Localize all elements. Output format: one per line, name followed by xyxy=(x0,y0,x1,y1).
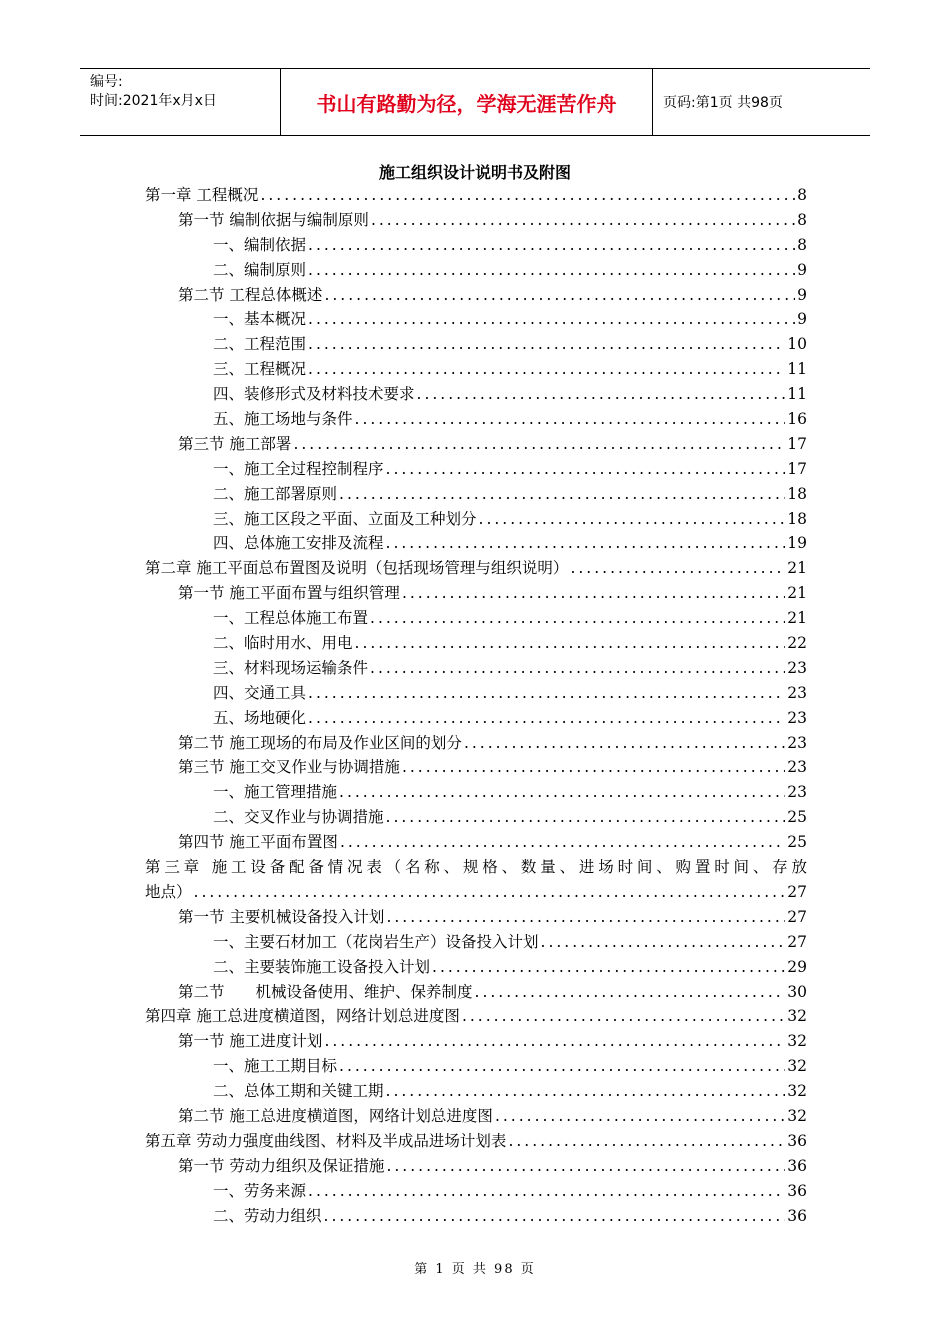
toc-page-number: 36 xyxy=(787,1131,807,1150)
toc-entry-title: 四、装修形式及材料技术要求 xyxy=(213,385,415,404)
toc-entry[interactable] xyxy=(145,407,807,432)
toc-entry[interactable] xyxy=(145,930,807,955)
toc-entry-title: 第二节 机械设备使用、维护、保养制度 xyxy=(178,982,473,1001)
toc-dot-leader xyxy=(308,681,785,706)
toc-page-number: 36 xyxy=(787,1206,807,1225)
toc-entry-title: 地点） xyxy=(145,882,192,901)
toc-entry-title: 四、总体施工安排及流程 xyxy=(213,534,384,553)
toc-entry[interactable] xyxy=(145,830,807,855)
toc-dot-leader xyxy=(495,1104,785,1129)
toc-dot-leader xyxy=(355,631,786,656)
toc-dot-leader xyxy=(308,357,785,382)
toc-dot-leader xyxy=(370,656,785,681)
toc-entry[interactable] xyxy=(145,432,807,457)
toc-entry-title: 第一节 编制依据与编制原则 xyxy=(178,210,369,229)
toc-page-number: 22 xyxy=(787,634,807,653)
toc-page-number: 23 xyxy=(787,783,807,802)
toc-dot-leader xyxy=(479,507,786,532)
toc-entry-title: 一、工程总体施工布置 xyxy=(213,609,369,628)
toc-entry[interactable] xyxy=(145,382,807,407)
toc-page-number: 27 xyxy=(787,882,807,901)
toc-page-number: 25 xyxy=(787,833,807,852)
toc-entry[interactable] xyxy=(145,731,807,756)
toc-dot-leader xyxy=(324,1204,786,1229)
toc-entry-title: 二、临时用水、用电 xyxy=(213,634,353,653)
toc-dot-leader xyxy=(541,930,786,955)
header-motto: 书山有路勤为径，学海无涯苦作舟 xyxy=(281,69,653,135)
toc-page-number: 17 xyxy=(787,434,807,453)
toc-entry-title: 三、工程概况 xyxy=(213,360,307,379)
toc-entry[interactable] xyxy=(145,233,807,258)
toc-entry-title: 二、总体工期和关键工期 xyxy=(213,1082,384,1101)
toc-entry[interactable] xyxy=(145,955,807,980)
toc-dot-leader xyxy=(386,905,785,930)
toc-entry[interactable] xyxy=(145,307,807,332)
toc-entry-title: 五、场地硬化 xyxy=(213,708,307,727)
toc-entry[interactable] xyxy=(145,581,807,606)
toc-entry[interactable] xyxy=(145,1154,807,1179)
toc-entry[interactable] xyxy=(145,905,807,930)
toc-entry[interactable] xyxy=(145,1179,807,1204)
toc-page-number: 36 xyxy=(787,1181,807,1200)
toc-entry-title: 第一章 工程概况 xyxy=(145,186,259,204)
toc-entry[interactable] xyxy=(145,780,807,805)
toc-entry[interactable] xyxy=(145,656,807,681)
toc-dot-leader xyxy=(308,706,785,731)
toc-page-number: 11 xyxy=(787,385,807,404)
toc-entry-title: 一、编制依据 xyxy=(213,235,307,254)
toc-entry[interactable] xyxy=(145,805,807,830)
toc-entry-title: 第四节 施工平面布置图 xyxy=(178,833,338,852)
toc-entry[interactable] xyxy=(145,1054,807,1079)
toc-page-number: 21 xyxy=(787,609,807,628)
toc-page-number: 27 xyxy=(787,932,807,951)
toc-entry[interactable] xyxy=(145,208,807,233)
toc-dot-leader xyxy=(386,805,786,830)
toc-entry-title: 一、施工全过程控制程序 xyxy=(213,459,384,478)
toc-entry[interactable] xyxy=(145,531,807,556)
toc-page-number: 18 xyxy=(787,484,807,503)
toc-dot-leader xyxy=(308,332,785,357)
toc-dot-leader xyxy=(339,482,785,507)
toc-dot-leader xyxy=(462,1004,785,1029)
toc-entry-title: 一、施工工期目标 xyxy=(213,1057,338,1076)
toc-page-number: 27 xyxy=(787,907,807,926)
toc-page-number: 32 xyxy=(787,1007,807,1026)
toc-entry[interactable] xyxy=(145,1204,807,1229)
toc-dot-leader xyxy=(402,581,785,606)
toc-entry[interactable] xyxy=(145,332,807,357)
toc-entry-title: 二、施工部署原则 xyxy=(213,484,338,503)
toc-entry-title: 二、编制原则 xyxy=(213,260,307,279)
toc-dot-leader xyxy=(324,283,795,308)
toc-page-number: 25 xyxy=(787,808,807,827)
toc-entry[interactable] xyxy=(145,1079,807,1104)
toc-entry-title: 三、施工区段之平面、立面及工种划分 xyxy=(213,509,477,528)
toc-entry[interactable] xyxy=(145,1129,807,1154)
toc-page-number: 18 xyxy=(787,509,807,528)
toc-entry-title: 第二节 施工现场的布局及作业区间的划分 xyxy=(178,733,462,752)
toc-entry-title: 五、施工场地与条件 xyxy=(213,410,353,429)
header-meta xyxy=(80,69,281,135)
toc-dot-leader xyxy=(339,780,785,805)
toc-page-number: 23 xyxy=(787,758,807,777)
toc-dot-leader xyxy=(308,1179,785,1204)
toc-dot-leader xyxy=(570,556,785,581)
table-of-contents xyxy=(145,183,807,1228)
toc-entry[interactable] xyxy=(145,482,807,507)
toc-dot-leader xyxy=(370,606,785,631)
toc-dot-leader xyxy=(475,980,786,1005)
toc-entry-title: 第三节 施工交叉作业与协调措施 xyxy=(178,758,400,777)
toc-entry-title: 二、主要装饰施工设备投入计划 xyxy=(213,957,431,976)
toc-entry[interactable] xyxy=(145,507,807,532)
toc-page-number: 9 xyxy=(797,260,807,279)
toc-entry[interactable] xyxy=(145,631,807,656)
toc-entry-title: 一、基本概况 xyxy=(213,310,307,329)
toc-entry[interactable] xyxy=(145,1104,807,1129)
toc-entry-title: 一、施工管理措施 xyxy=(213,783,338,802)
toc-dot-leader xyxy=(293,432,785,457)
toc-dot-leader xyxy=(432,955,785,980)
toc-entry[interactable] xyxy=(145,283,807,308)
toc-page-number: 9 xyxy=(797,285,807,304)
toc-entry[interactable] xyxy=(145,606,807,631)
toc-entry-title: 一、主要石材加工（花岗岩生产）设备投入计划 xyxy=(213,932,539,951)
toc-dot-leader xyxy=(508,1129,785,1154)
toc-dot-leader xyxy=(386,1154,785,1179)
toc-dot-leader xyxy=(386,531,786,556)
toc-dot-leader xyxy=(194,880,786,905)
toc-page-number: 30 xyxy=(787,982,807,1001)
toc-page-number: 23 xyxy=(787,708,807,727)
document-date: 时间:2021年x月x日 xyxy=(90,93,217,109)
toc-dot-leader xyxy=(324,1029,785,1054)
toc-dot-leader xyxy=(355,407,786,432)
toc-entry-title: 第一节 施工进度计划 xyxy=(178,1032,323,1051)
toc-entry[interactable] xyxy=(145,258,807,283)
toc-page-number: 32 xyxy=(787,1082,807,1101)
toc-entry[interactable] xyxy=(145,706,807,731)
toc-entry-title: 三、材料现场运输条件 xyxy=(213,658,369,677)
toc-entry[interactable] xyxy=(145,1029,807,1054)
toc-dot-leader xyxy=(340,830,785,855)
toc-page-number: 19 xyxy=(787,534,807,553)
toc-dot-leader xyxy=(308,233,795,258)
toc-entry-title: 第二节 施工总进度横道图，网络计划总进度图 xyxy=(178,1106,493,1125)
toc-dot-leader xyxy=(371,208,795,233)
page-header xyxy=(80,68,870,136)
toc-dot-leader xyxy=(402,755,785,780)
toc-page-number: 17 xyxy=(787,459,807,478)
toc-entry[interactable] xyxy=(145,1004,807,1029)
toc-page-number: 8 xyxy=(797,210,807,229)
toc-page-number: 32 xyxy=(787,1106,807,1125)
toc-entry[interactable] xyxy=(145,556,807,581)
toc-page-number: 11 xyxy=(787,360,807,379)
toc-page-number: 9 xyxy=(797,310,807,329)
toc-entry-title: 第二章 施工平面总布置图及说明（包括现场管理与组织说明） xyxy=(145,559,569,578)
toc-entry-title: 二、劳动力组织 xyxy=(213,1206,322,1225)
toc-dot-leader xyxy=(417,382,786,407)
header-page-info: 页码:第1页 共98页 xyxy=(663,95,783,111)
toc-dot-leader xyxy=(308,307,795,332)
document-number-label: 编号: xyxy=(90,74,123,90)
toc-entry[interactable] xyxy=(145,457,807,482)
toc-entry-title: 第五章 劳动力强度曲线图、材料及半成品进场计划表 xyxy=(145,1131,507,1150)
toc-page-number: 29 xyxy=(787,957,807,976)
toc-dot-leader xyxy=(339,1054,785,1079)
toc-page-number: 36 xyxy=(787,1156,807,1175)
toc-entry-title: 一、劳务来源 xyxy=(213,1181,307,1200)
toc-page-number: 8 xyxy=(797,235,807,254)
document-title: 施工组织设计说明书及附图 xyxy=(378,163,571,182)
toc-page-number: 8 xyxy=(797,186,807,204)
toc-page-number: 23 xyxy=(787,683,807,702)
toc-entry[interactable] xyxy=(145,755,807,780)
toc-entry-title: 第一节 劳动力组织及保证措施 xyxy=(178,1156,385,1175)
toc-entry-title: 第二节 工程总体概述 xyxy=(178,285,323,304)
toc-dot-leader xyxy=(386,457,786,482)
toc-entry[interactable] xyxy=(145,681,807,706)
toc-entry[interactable] xyxy=(145,357,807,382)
toc-page-number: 21 xyxy=(787,584,807,603)
toc-dot-leader xyxy=(260,183,795,208)
toc-entry-text: 第三章 施工设备配备情况表（名称、规格、数量、进场时间、购置时间、存放 xyxy=(145,858,807,877)
toc-entry-title: 第一节 施工平面布置与组织管理 xyxy=(178,584,400,603)
toc-page-number: 23 xyxy=(787,733,807,752)
toc-dot-leader xyxy=(386,1079,786,1104)
toc-entry[interactable] xyxy=(145,980,807,1005)
toc-dot-leader xyxy=(308,258,795,283)
toc-entry[interactable] xyxy=(145,880,807,905)
toc-page-number: 32 xyxy=(787,1032,807,1051)
toc-entry-title: 第一节 主要机械设备投入计划 xyxy=(178,907,385,926)
toc-entry-title: 第四章 施工总进度横道图，网络计划总进度图 xyxy=(145,1007,460,1026)
toc-page-number: 10 xyxy=(787,335,807,354)
toc-entry-title: 二、交叉作业与协调措施 xyxy=(213,808,384,827)
toc-dot-leader xyxy=(464,731,785,756)
toc-page-number: 32 xyxy=(787,1057,807,1076)
toc-entry-title: 四、交通工具 xyxy=(213,683,307,702)
toc-page-number: 16 xyxy=(787,410,807,429)
toc-entry-title: 二、工程范围 xyxy=(213,335,307,354)
toc-page-number: 21 xyxy=(787,559,807,578)
page-footer: 第 1 页 共 98 页 xyxy=(414,1262,536,1277)
toc-entry[interactable] xyxy=(145,183,807,208)
toc-entry-title: 第三节 施工部署 xyxy=(178,434,292,453)
toc-page-number: 23 xyxy=(787,658,807,677)
